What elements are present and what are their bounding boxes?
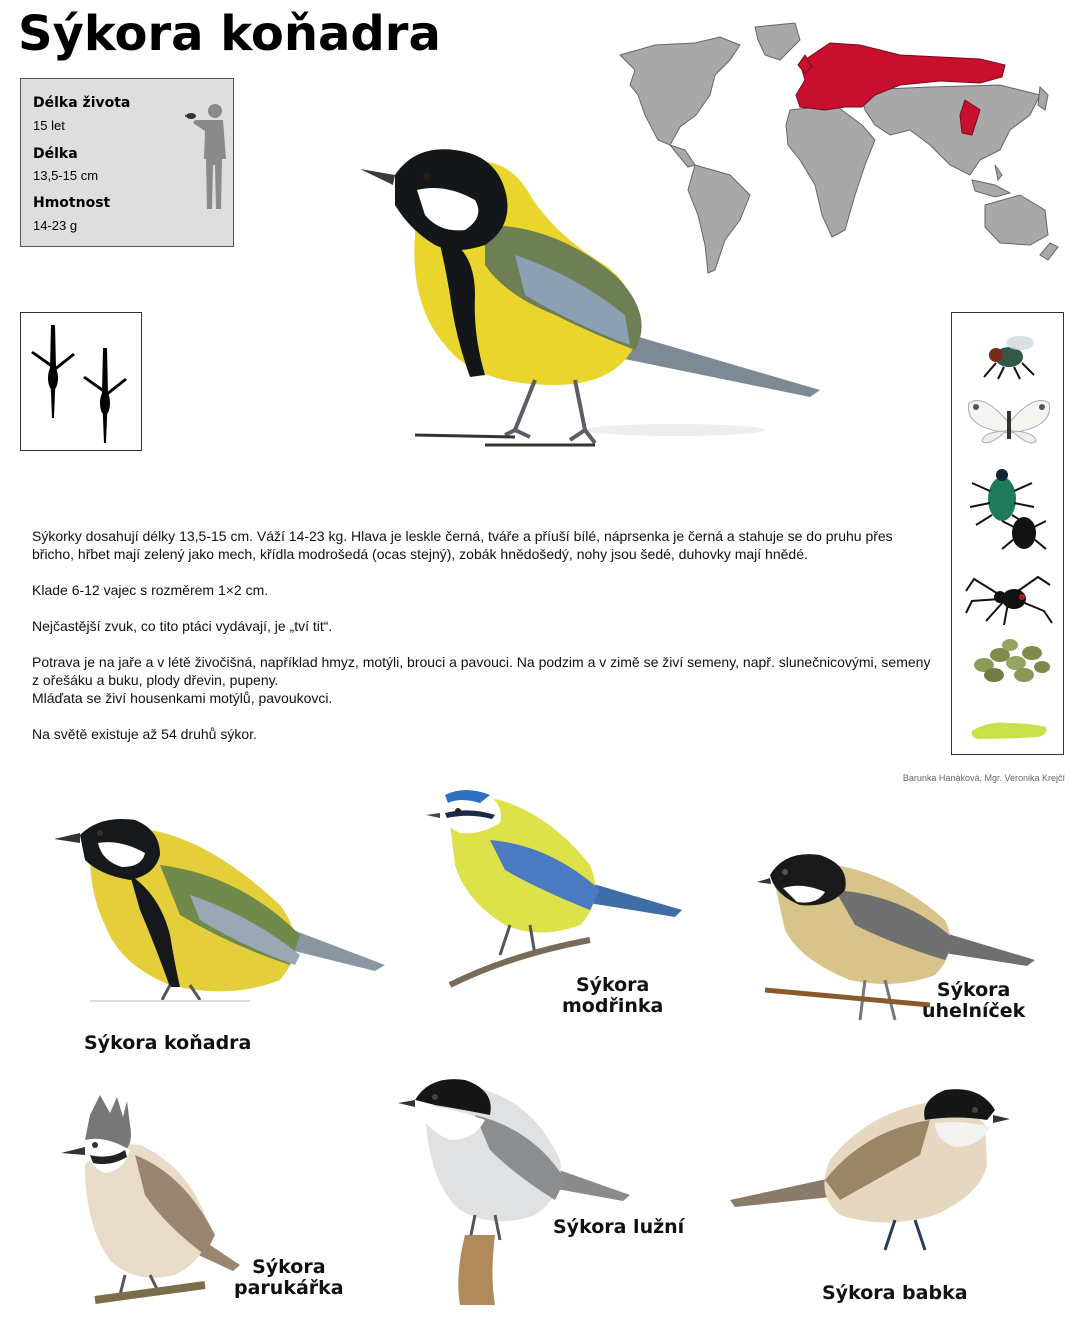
label-blue-tit-line-1: Sýkora [575, 974, 650, 996]
footprints-box [20, 312, 142, 451]
stat-label-lifespan: Délka života [33, 95, 131, 111]
diet-box [951, 312, 1064, 755]
label-crested-tit [234, 1257, 344, 1299]
stats-box [20, 78, 234, 247]
label-coal-tit-line-1: Sýkora [936, 979, 1011, 1001]
spider-icon [964, 571, 1054, 627]
desc-paragraph-2: Klade 6-12 vajec s rozměrem 1×2 cm. [32, 582, 269, 598]
desc-paragraph-4: Potrava je na jaře a v létě živočišná, například hmyz, motýli, brouci a pavouci. Na podzim a v zimě se živí semeny, např. slunečnicovými, semeny z ořešáku a buku, plody dřevin, pupeny. [32, 654, 931, 688]
label-blue-tit-line-2: modřinka [562, 995, 664, 1017]
blue-tit-illustration [420, 785, 690, 995]
desc-paragraph-5: Mláďata se živí housenkami motýlů, pavoukovci. [32, 690, 333, 706]
willow-tit-illustration [395, 1075, 635, 1305]
description-text [32, 527, 932, 761]
author-credit: Barunka Hanáková, Mgr. Veronika Krejčí [902, 773, 1065, 783]
label-coal-tit [922, 980, 1025, 1022]
label-blue-tit [562, 975, 663, 1017]
page-title: Sýkora koňadra [18, 6, 441, 62]
seeds-icon [964, 635, 1054, 687]
label-marsh-tit: Sýkora babka [822, 1282, 968, 1304]
desc-paragraph-6: Na světě existuje až 54 druhů sýkor. [32, 726, 257, 742]
desc-paragraph-1: Sýkorky dosahují délky 13,5-15 cm. Váží 14-23 kg. Hlava je leskle černá, tváře a příuší bílé, náprsenka je černá a stahuje se do pruhu přes břicho, hřbet mají zelený jako mech, křídla modrošedá (ocas stejný), zobák hnědošedý, nohy jsou šedé, duhovky mají hnědé. [32, 528, 893, 562]
label-great-tit: Sýkora koňadra [84, 1032, 252, 1054]
crested-tit-illustration [55, 1095, 245, 1315]
stat-value-lifespan: 15 let [33, 118, 65, 133]
label-crested-tit-line-1: Sýkora [252, 1256, 326, 1278]
caterpillar-icon [968, 713, 1050, 743]
stat-value-length: 13,5-15 cm [33, 168, 99, 183]
great-tit-illustration [50, 815, 390, 1005]
marsh-tit-illustration [725, 1085, 1015, 1265]
great-tit-photo [355, 145, 835, 465]
fly-icon [976, 325, 1042, 381]
human-size-icon [185, 101, 235, 213]
beetle-icon [962, 461, 1056, 557]
stat-value-weight: 14-23 g [33, 218, 78, 233]
label-willow-tit: Sýkora lužní [553, 1216, 685, 1238]
label-crested-tit-line-2: parukářka [234, 1277, 344, 1299]
footprint-icon [27, 323, 137, 443]
desc-paragraph-3: Nejčastější zvuk, co tito ptáci vydávají, je „tví tit“. [32, 618, 333, 634]
butterfly-icon [964, 393, 1054, 453]
label-coal-tit-line-2: uhelníček [922, 1000, 1026, 1022]
stat-label-weight: Hmotnost [33, 195, 111, 211]
stat-label-length: Délka [33, 146, 78, 162]
